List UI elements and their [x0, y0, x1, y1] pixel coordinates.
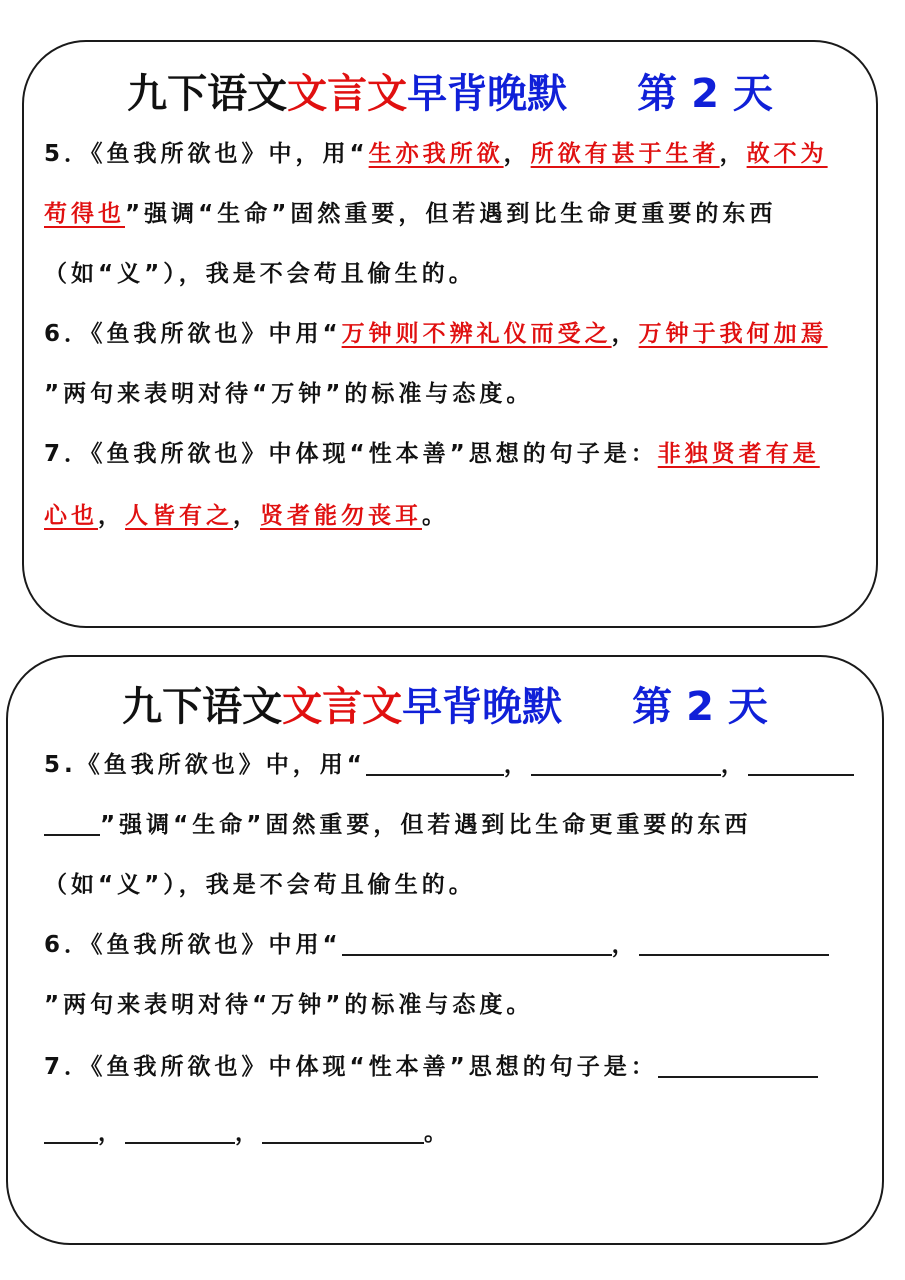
title-recite-dictate: 早背晚默 — [402, 684, 563, 730]
fill-blank[interactable] — [125, 1116, 235, 1144]
item6-prefix: 6．《鱼我所欲也》中用“ — [44, 321, 342, 347]
item5-sep2: ， — [719, 141, 747, 167]
answer-card — [22, 40, 878, 628]
blank-item7-line2 — [44, 1113, 862, 1153]
item5-suffix-a: ”强调“生命”固然重要，但若遇到比生命更重要的东西 — [125, 201, 777, 227]
blank-item5-suffix-a: ”强调“生命”固然重要，但若遇到比生命更重要的东西 — [100, 812, 752, 838]
blank-item6-line1 — [44, 925, 862, 965]
fill-blank[interactable] — [366, 748, 504, 776]
title-recite-dictate: 早背晚默 — [407, 71, 568, 117]
item5-suffix-b: （如“义”），我是不会苟且偷生的。 — [44, 261, 476, 287]
blank-item7-end: 。 — [424, 1120, 451, 1146]
title-classical-chinese: 文言文 — [287, 71, 408, 117]
item5-answer1: 生亦我所欲 — [368, 141, 504, 167]
blank-item6-suffix: ”两句来表明对待“万钟”的标准与态度。 — [44, 992, 534, 1018]
item6-sep1: ， — [611, 321, 639, 347]
title-day: 第 2 天 — [632, 684, 768, 730]
blank-item7-line1 — [44, 1047, 862, 1087]
blank-item5-suffix-b: （如“义”），我是不会苟且偷生的。 — [44, 872, 476, 898]
item7-prefix: 7．《鱼我所欲也》中体现“性本善”思想的句子是： — [44, 441, 658, 467]
item7-line1 — [44, 434, 856, 474]
fill-blank[interactable] — [44, 808, 100, 836]
fill-blank[interactable] — [748, 748, 854, 776]
item6-suffix: ”两句来表明对待“万钟”的标准与态度。 — [44, 381, 534, 407]
item5-answer3-part2: 苟得也 — [44, 201, 125, 227]
fill-blank[interactable] — [639, 928, 829, 956]
title-grade-subject: 九下语文 — [122, 684, 283, 730]
fill-blank[interactable] — [262, 1116, 424, 1144]
blank-item5-line2 — [44, 805, 862, 845]
blank-item5-prefix: 5.《鱼我所欲也》中，用“ — [44, 752, 366, 778]
title-day: 第 2 天 — [637, 71, 773, 117]
card-title — [24, 66, 876, 122]
item6-answer1: 万钟则不辨礼仪而受之 — [341, 321, 612, 347]
item5-answer2: 所欲有甚于生者 — [530, 141, 720, 167]
item5-line1 — [44, 134, 856, 174]
blank-card — [6, 655, 884, 1245]
fill-blank[interactable] — [342, 928, 612, 956]
item7-answer1-part1: 非独贤者有是 — [657, 441, 820, 467]
blank-item6-sep1: ， — [611, 932, 639, 958]
blank-item6-line2 — [44, 985, 862, 1025]
item5-prefix: 5．《鱼我所欲也》中，用“ — [44, 141, 369, 167]
item5-sep1: ， — [503, 141, 531, 167]
blank-item7-sep2: ， — [235, 1120, 262, 1146]
title-grade-subject: 九下语文 — [127, 71, 288, 117]
item5-line2 — [44, 194, 856, 234]
blank-item5-line3 — [44, 865, 862, 905]
item6-line2 — [44, 374, 856, 414]
item7-answer2: 人皆有之 — [125, 503, 233, 529]
blank-item7-sep1: ， — [98, 1120, 125, 1146]
blank-item6-prefix: 6．《鱼我所欲也》中用“ — [44, 932, 342, 958]
item7-sep2: ， — [233, 503, 260, 529]
item6-line1 — [44, 314, 856, 354]
blank-item5-line1 — [44, 745, 862, 785]
item6-answer2: 万钟于我何加焉 — [638, 321, 828, 347]
card-title — [8, 679, 882, 735]
item5-answer3-part1: 故不为 — [746, 141, 828, 167]
fill-blank[interactable] — [44, 1116, 98, 1144]
item7-end: 。 — [422, 503, 449, 529]
item7-answer3: 贤者能勿丧耳 — [260, 503, 422, 529]
blank-item5-sep2: ， — [720, 752, 748, 778]
fill-blank[interactable] — [531, 748, 721, 776]
item7-line2 — [44, 496, 856, 536]
item7-answer1-part2: 心也 — [44, 503, 98, 529]
title-classical-chinese: 文言文 — [282, 684, 403, 730]
item7-sep1: ， — [98, 503, 125, 529]
blank-item5-sep1: ， — [503, 752, 531, 778]
fill-blank[interactable] — [658, 1050, 818, 1078]
blank-item7-prefix: 7．《鱼我所欲也》中体现“性本善”思想的句子是： — [44, 1054, 658, 1080]
item5-line3 — [44, 254, 856, 294]
